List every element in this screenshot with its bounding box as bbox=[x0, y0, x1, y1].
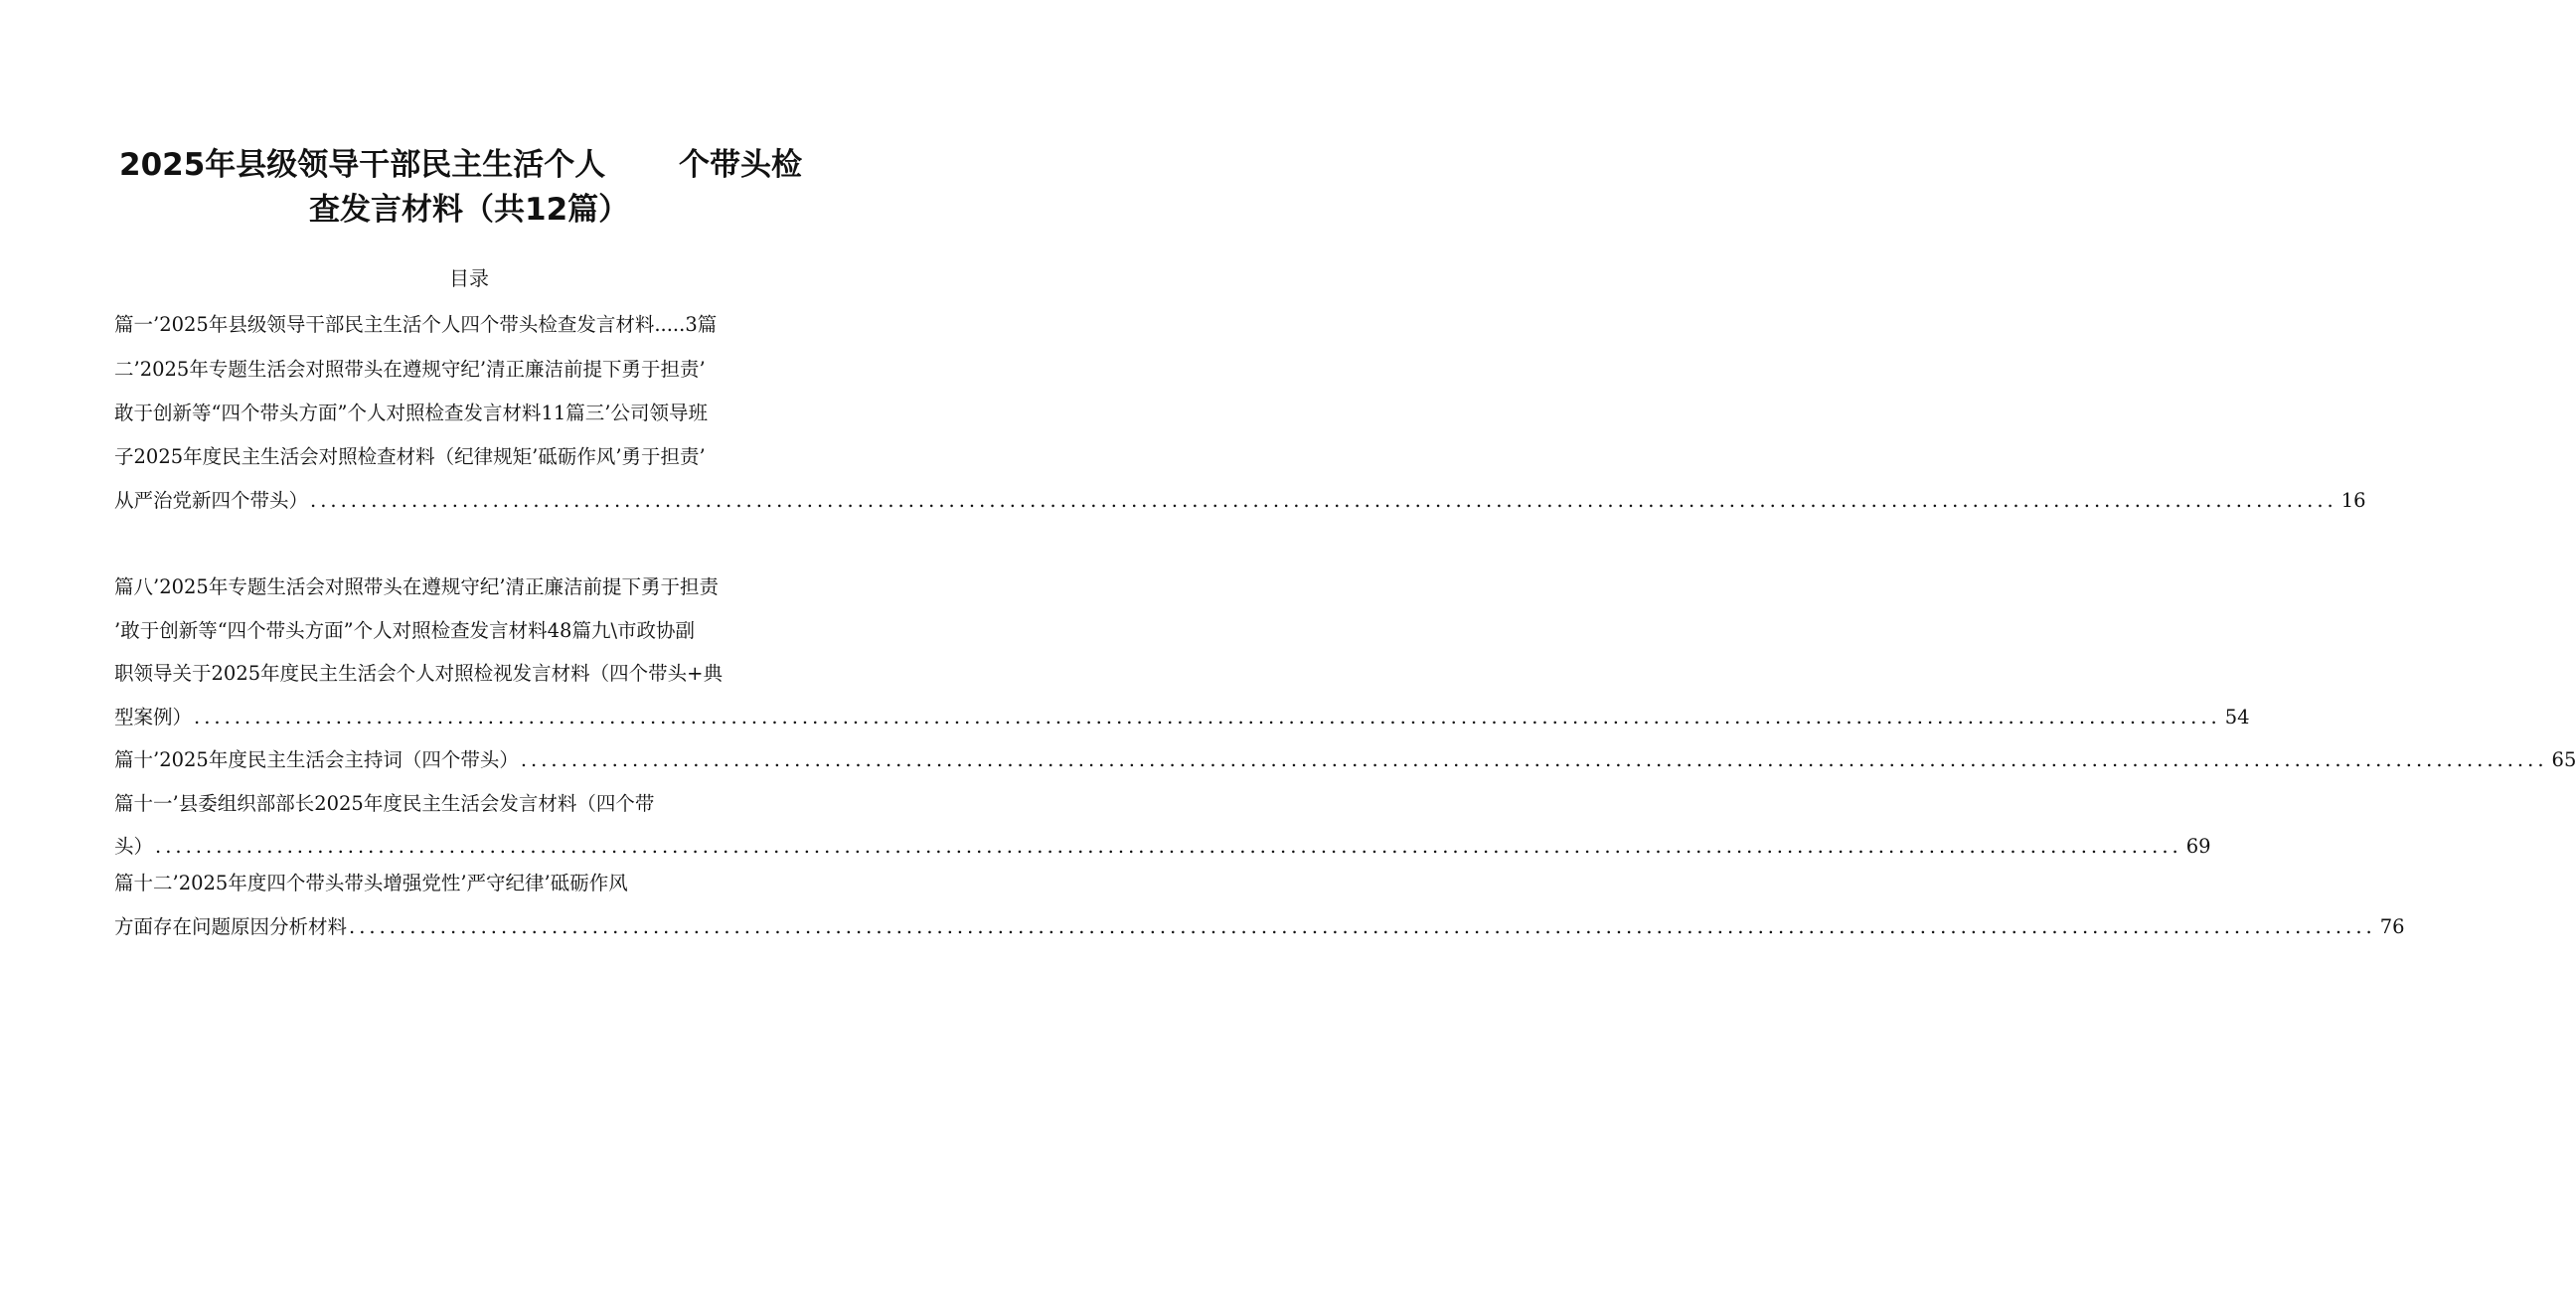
toc-page-number: 65 bbox=[2551, 748, 2576, 771]
toc-line: 篇十二’2025年度四个带头带头增强党性’严守纪律’砥砺作风 bbox=[114, 872, 628, 894]
document-title-line1-part1: 2025年县级领导干部民主生活个人 bbox=[119, 147, 606, 183]
toc-line: 敢于创新等“四个带头方面”个人对照检查发言材料11篇三’公司领导班 bbox=[114, 402, 708, 424]
toc-heading: 目录 bbox=[449, 266, 489, 290]
toc-page-number: 54 bbox=[2224, 706, 2250, 728]
toc-entry-text: 方面存在问题原因分析材料 bbox=[114, 915, 348, 938]
toc-entry-text: 型案例） bbox=[114, 706, 193, 728]
toc-page-number: 69 bbox=[2185, 835, 2211, 858]
toc-entry-text: 头） bbox=[114, 835, 154, 858]
toc-leader-dots: ........................................................................................................................................................................................................ bbox=[155, 835, 2182, 858]
toc-leader-dots: ........................................................................................................................................................................................................ bbox=[349, 915, 2376, 938]
toc-page-number: 76 bbox=[2379, 915, 2405, 938]
toc-leader-dots: ........................................................................................................................................................................................................ bbox=[520, 748, 2548, 771]
toc-line: 子2025年度民主生活会对照检查材料（纪律规矩’砥砺作风’勇于担责’ bbox=[114, 445, 706, 468]
document-title-line2: 查发言材料（共12篇） bbox=[309, 192, 630, 228]
toc-entry-text: 从严治党新四个带头） bbox=[114, 489, 309, 512]
toc-entry-text: 篇十’2025年度民主生活会主持词（四个带头） bbox=[114, 748, 519, 771]
toc-line: 篇一’2025年县级领导干部民主生活个人四个带头检查发言材料.....3篇 bbox=[114, 313, 718, 336]
toc-line: 职领导关于2025年度民主生活会个人对照检视发言材料（四个带头+典 bbox=[114, 662, 723, 685]
toc-leader-dots: ........................................................................................................................................................................................................ bbox=[194, 706, 2221, 728]
toc-line: 篇八’2025年专题生活会对照带头在遵规守纪’清正廉洁前提下勇于担责 bbox=[114, 575, 720, 598]
toc-leader-dots: ........................................................................................................................................................................................................ bbox=[310, 489, 2337, 512]
toc-entry-row bbox=[114, 834, 2211, 860]
toc-entry-row bbox=[114, 488, 2366, 514]
toc-entry-row bbox=[114, 705, 2250, 730]
toc-entry-row bbox=[114, 914, 2405, 940]
toc-entry-row bbox=[114, 747, 2576, 773]
toc-line: ’敢于创新等“四个带头方面”个人对照检查发言材料48篇九\市政协副 bbox=[114, 619, 696, 642]
toc-page-number: 16 bbox=[2340, 489, 2366, 512]
document-title-line1-part2: 个带头检 bbox=[679, 147, 802, 183]
toc-line: 篇十一’县委组织部部长2025年度民主生活会发言材料（四个带 bbox=[114, 792, 655, 815]
toc-line: 二’2025年专题生活会对照带头在遵规守纪’清正廉洁前提下勇于担责’ bbox=[114, 358, 706, 381]
